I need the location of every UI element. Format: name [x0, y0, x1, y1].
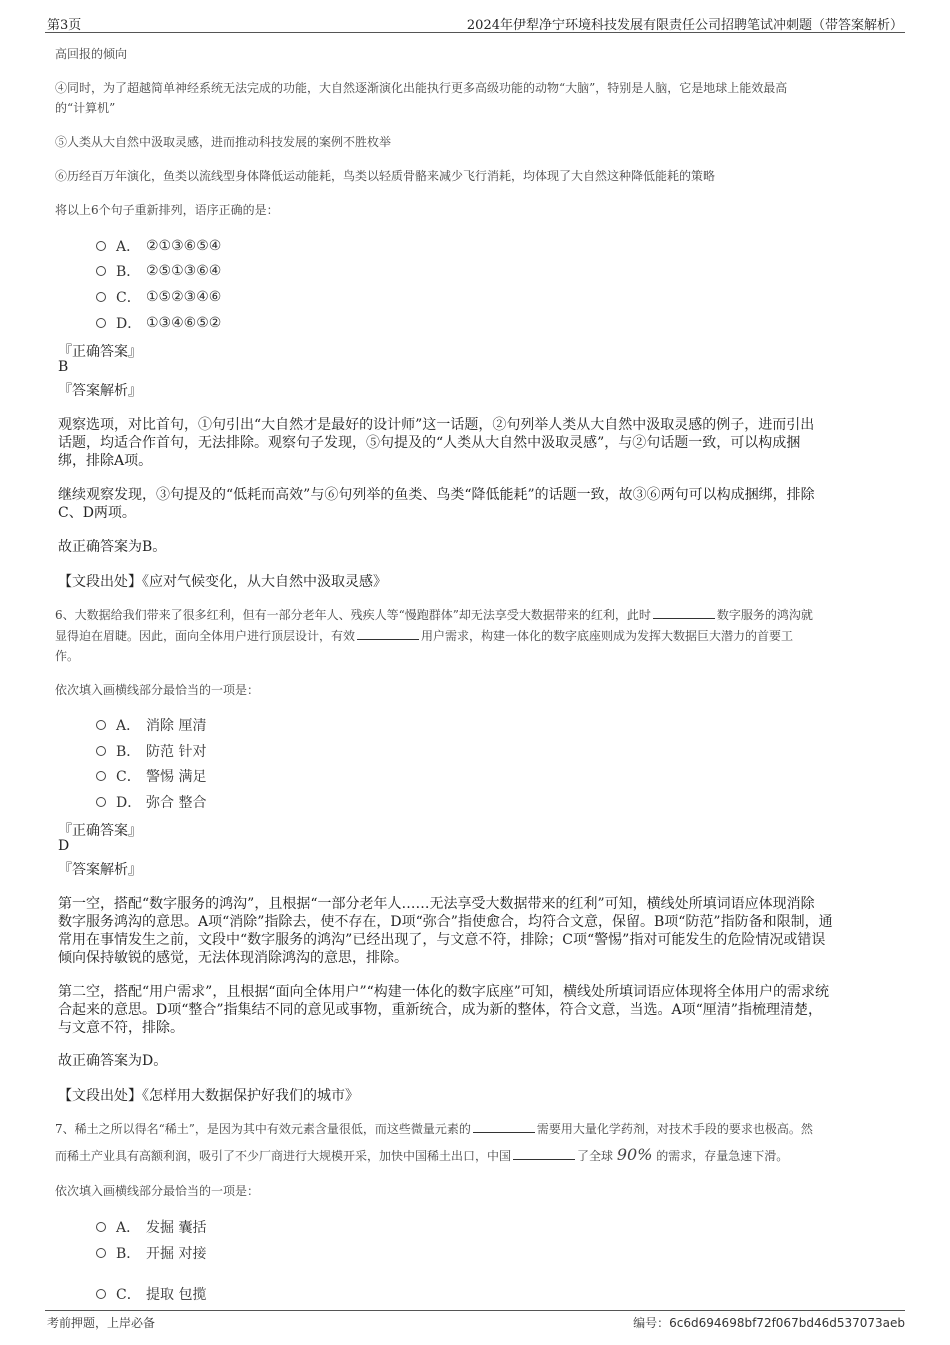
fill-blank: [513, 1146, 575, 1160]
page-number: 第3页: [47, 18, 82, 33]
footer-slogan: 考前押题，上岸必备: [47, 1316, 156, 1330]
q6-analysis-p1-line4: 倾向保持敏锐的感觉，无法体现消除鸿沟的意思，排除。: [58, 950, 408, 966]
q7-prompt: 依次填入画横线部分最恰当的一项是：: [55, 1184, 260, 1198]
q6-conclusion: 故正确答案为D。: [58, 1053, 168, 1069]
q6-option-d[interactable]: D． 弥合 整合: [96, 792, 206, 812]
q6-stem-line1: 6、大数据给我们带来了很多红利，但有一部分老年人、残疾人等“慢跑群体”却无法享受大数据带来的红利，此时 数字服务的鸿沟就: [55, 605, 895, 625]
q5-prompt: 将以上6个句子重新排列，语序正确的是：: [55, 203, 279, 217]
footer-divider: [45, 1310, 905, 1311]
q6-analysis-p1-line3: 常用在事情发生之前，文段中“数字服务的鸿沟”已经出现了，与文意不符，排除；C项“警惕”指对可能发生的危险情况或错误: [58, 932, 826, 948]
q5-source: 【文段出处】《应对气候变化，从大自然中汲取灵感》: [58, 574, 387, 590]
q5-text-line: 高回报的倾向: [55, 47, 128, 61]
radio-icon[interactable]: [96, 746, 106, 756]
q6-source: 【文段出处】《怎样用大数据保护好我们的城市》: [58, 1088, 359, 1104]
radio-icon[interactable]: [96, 1289, 106, 1299]
radio-icon[interactable]: [96, 266, 106, 276]
q5-option-b[interactable]: B． ②⑤①③⑥④: [96, 261, 221, 281]
q5-analysis-p2-line1: 继续观察发现，③句提及的“低耗而高效”与⑥句列举的鱼类、鸟类“降低能耗”的话题一致，故③⑥两句可以构成捆绑，排除: [58, 487, 815, 503]
q5-analysis-p1-line1: 观察选项，对比首句，①句引出“大自然才是最好的设计师”这一话题，②句列举人类从大自然中汲取灵感的例子，进而引出: [58, 417, 815, 433]
q5-analysis-p2-line2: C、D两项。: [58, 505, 136, 521]
q6-analysis-p1-line1: 第一空，搭配“数字服务的鸿沟”，且根据“一部分老年人……无法享受大数据带来的红利”可知，横线处所填词语应体现消除: [58, 896, 815, 912]
footer-code: 编号：6c6d694698bf72f067bd46d537073aeb: [633, 1316, 905, 1330]
fill-blank: [357, 626, 419, 640]
q5-analysis-p1-line2: 话题，均适合作首句，无法排除。观察句子发现，⑤句提及的“人类从大自然中汲取灵感”，与②句话题一致，可以构成捆: [58, 435, 801, 451]
q6-prompt: 依次填入画横线部分最恰当的一项是：: [55, 683, 260, 697]
q6-option-c[interactable]: C． 警惕 满足: [96, 766, 206, 786]
q7-option-b[interactable]: B． 开掘 对接: [96, 1243, 206, 1263]
q5-option-d[interactable]: D． ①③④⑥⑤②: [96, 313, 221, 333]
q6-analysis-p2-line2: 合起来的意思。D项“整合”指集结不同的意见或事物，重新统合，成为新的整体，符合文意，当选。A项“厘清”指梳理清楚，: [58, 1002, 822, 1018]
q5-analysis-label: 『答案解析』: [58, 383, 142, 399]
q6-analysis-label: 『答案解析』: [58, 862, 142, 878]
fill-blank: [473, 1119, 535, 1133]
q7-stem-line1: 7、稀土之所以得名“稀土”，是因为其中有效元素含量很低，而这些微量元素的 需要用大量化学药剂，对技术手段的要求也极高。然: [55, 1119, 895, 1139]
fill-blank: [653, 605, 715, 619]
q5-sentence-4: ④同时，为了超越简单神经系统无法完成的功能，大自然逐渐演化出能执行更多高级功能的动物“大脑”，特别是人脑，它是地球上能效最高: [55, 81, 788, 95]
q5-analysis-p1-line3: 绑，排除A项。: [58, 453, 153, 469]
q6-option-b[interactable]: B． 防范 针对: [96, 741, 206, 761]
radio-icon[interactable]: [96, 292, 106, 302]
q6-option-a[interactable]: A． 消除 厘清: [96, 715, 206, 735]
q6-answer: D: [58, 838, 70, 854]
radio-icon[interactable]: [96, 797, 106, 807]
q6-answer-label: 『正确答案』: [58, 823, 142, 839]
q5-option-c[interactable]: C． ①⑤②③④⑥: [96, 287, 221, 307]
radio-icon[interactable]: [96, 720, 106, 730]
radio-icon[interactable]: [96, 1222, 106, 1232]
q7-stem-line2: 而稀土产业具有高额利润，吸引了不少厂商进行大规模开采，加快中国稀土出口，中国 了全球 90% 的需求，存量急速下滑。: [55, 1145, 789, 1164]
q5-answer-label: 『正确答案』: [58, 344, 142, 360]
radio-icon[interactable]: [96, 771, 106, 781]
q6-analysis-p2-line1: 第二空，搭配“用户需求”，且根据“面向全体用户”“构建一体化的数字底座”可知，横线处所填词语应体现将全体用户的需求统: [58, 984, 829, 1000]
radio-icon[interactable]: [96, 241, 106, 251]
q6-stem-line3: 作。: [55, 649, 80, 663]
q5-sentence-6: ⑥历经百万年演化，鱼类以流线型身体降低运动能耗，鸟类以轻质骨骼来减少飞行消耗，均体现了大自然这种降低能耗的策略: [55, 169, 716, 183]
document-title: 2024年伊犁净宁环境科技发展有限责任公司招聘笔试冲刺题（带答案解析）: [466, 18, 903, 33]
q5-option-a[interactable]: A． ②①③⑥⑤④: [96, 236, 221, 256]
radio-icon[interactable]: [96, 1248, 106, 1258]
q7-option-c[interactable]: C． 提取 包揽: [96, 1284, 206, 1304]
q5-conclusion: 故正确答案为B。: [58, 539, 167, 555]
header-divider: [45, 32, 905, 33]
q6-analysis-p2-line3: 与文意不符，排除。: [58, 1020, 184, 1036]
q6-stem-line2: 显得迫在眉睫。因此，面向全体用户进行顶层设计，有效 用户需求，构建一体化的数字底座则成为发挥大数据巨大潜力的首要工: [55, 626, 895, 646]
q5-sentence-5: ⑤人类从大自然中汲取灵感，进而推动科技发展的案例不胜枚举: [55, 135, 392, 149]
percentage-formula: 90%: [616, 1145, 653, 1164]
q6-analysis-p1-line2: 数字服务鸿沟的意思。A项“消除”指除去，使不存在，D项“弥合”指使愈合，均符合文意，保留。B项“防范”指防备和限制，通: [58, 914, 833, 930]
q5-sentence-4-cont: 的“计算机”: [55, 101, 116, 115]
radio-icon[interactable]: [96, 318, 106, 328]
q5-answer: B: [58, 359, 69, 375]
q7-option-a[interactable]: A． 发掘 囊括: [96, 1217, 206, 1237]
